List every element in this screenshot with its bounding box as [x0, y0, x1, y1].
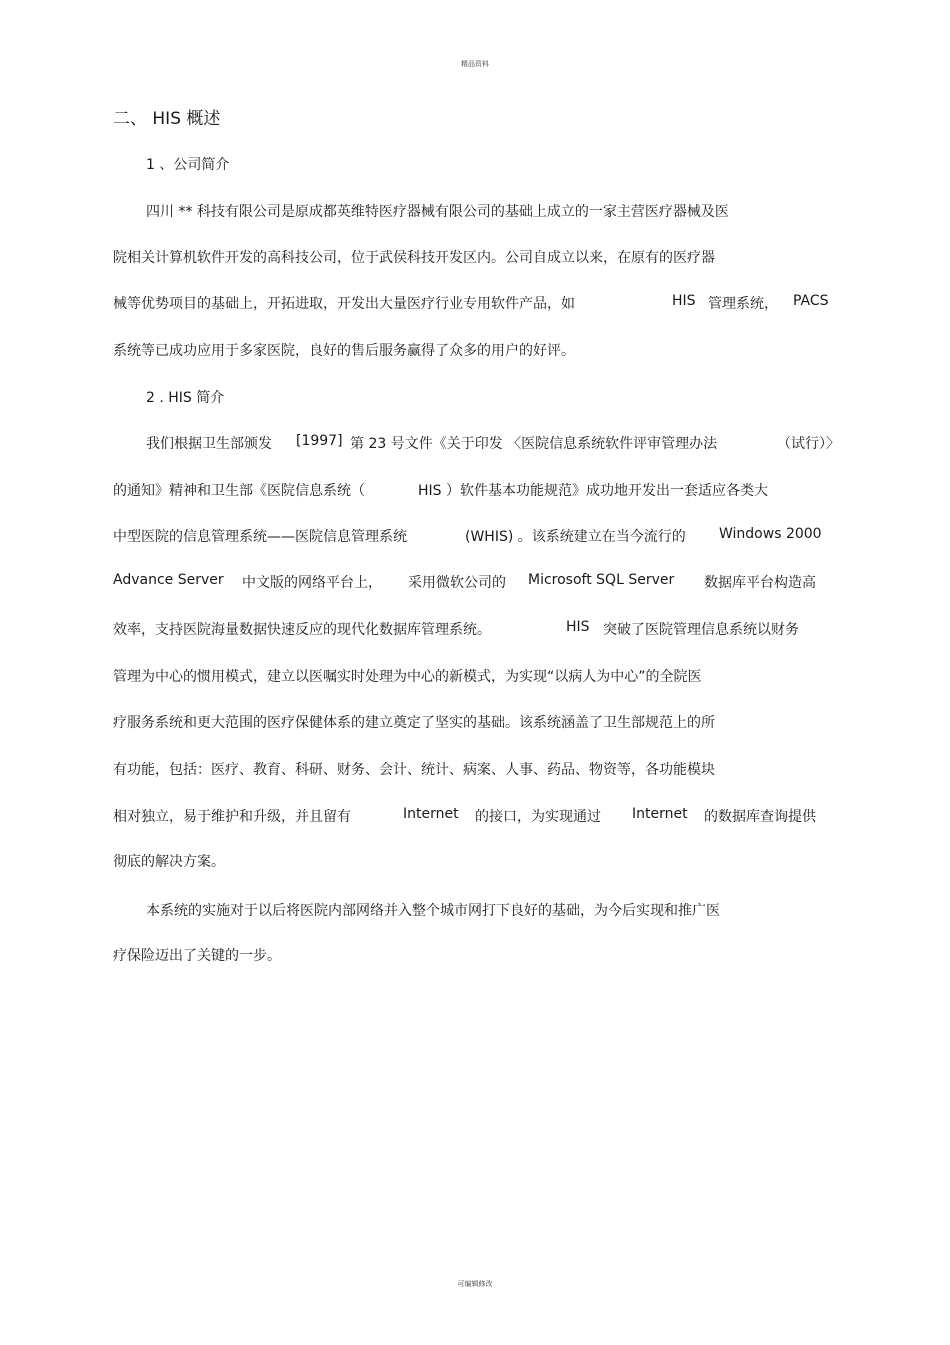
paragraph-segment: Advance Server	[113, 572, 224, 588]
paragraph-segment: PACS	[793, 293, 829, 309]
paragraph-segment: （试行）〉	[777, 436, 840, 452]
paragraph-line: 疗保险迈出了关键的一步。	[113, 948, 281, 964]
paragraph-segment: Windows 2000	[719, 526, 822, 542]
paragraph-segment: HIS ）软件基本功能规范》成功地开发出一套适应各类大	[418, 483, 768, 499]
paragraph-segment: 的数据库查询提供	[704, 809, 816, 825]
paragraph-segment: 效率，支持医院海量数据快速反应的现代化数据库管理系统。	[113, 622, 491, 638]
paragraph-segment: Internet	[632, 806, 688, 822]
page-footer: 可编辑修改	[457, 1280, 493, 1288]
paragraph-segment: HIS	[566, 619, 590, 635]
paragraph-segment: 第 23 号文件《关于印发 〈医院信息系统软件评审管理办法	[350, 436, 718, 452]
page-header: 精品资料	[461, 60, 489, 68]
paragraph-line: 疗服务系统和更大范围的医疗保健体系的建立奠定了坚实的基础。该系统涵盖了卫生部规范上的所	[113, 715, 715, 731]
paragraph-segment: Microsoft SQL Server	[528, 572, 675, 588]
paragraph-segment: 我们根据卫生部颁发	[146, 436, 272, 452]
paragraph-segment: 中型医院的信息管理系统——医院信息管理系统	[113, 529, 407, 545]
paragraph-segment: Internet	[403, 806, 459, 822]
paragraph-segment: 管理系统，	[708, 296, 778, 312]
paragraph-segment: 数据库平台构造高	[704, 575, 816, 591]
paragraph-line: 系统等已成功应用于多家医院，良好的售后服务赢得了众多的用户的好评。	[113, 343, 575, 359]
paragraph-segment: HIS	[672, 293, 696, 309]
paragraph-line: 管理为中心的惯用模式，建立以医嘱实时处理为中心的新模式，为实现“以病人为中心”的全院医	[113, 669, 702, 685]
paragraph-segment: [1997]	[296, 433, 343, 449]
paragraph-segment: 械等优势项目的基础上，开拓进取，开发出大量医疗行业专用软件产品，如	[113, 296, 575, 312]
paragraph-segment: 的接口，为实现通过	[475, 809, 601, 825]
paragraph-line: 有功能，包括：医疗、教育、科研、财务、会计、统计、病案、人事、药品、物资等，各功能模块	[113, 762, 715, 778]
section-heading: 二、 HIS 概述	[113, 109, 221, 129]
paragraph-line: 院相关计算机软件开发的高科技公司，位于武侯科技开发区内。公司自成立以来，在原有的医疗器	[113, 250, 715, 266]
paragraph-segment: 的通知》精神和卫生部《医院信息系统（	[113, 483, 365, 499]
paragraph-segment: 相对独立，易于维护和升级，并且留有	[113, 809, 351, 825]
paragraph-segment: 突破了医院管理信息系统以财务	[603, 622, 799, 638]
subsection-title-his: 2 . HIS 简介	[146, 390, 225, 406]
paragraph-line: 彻底的解决方案。	[113, 854, 225, 870]
paragraph-segment: 中文版的网络平台上，	[242, 575, 382, 591]
paragraph-line: 四川 ** 科技有限公司是原成都英维特医疗器械有限公司的基础上成立的一家主营医疗器械及医	[146, 204, 729, 220]
paragraph-line: 本系统的实施对于以后将医院内部网络并入整个城市网打下良好的基础，为今后实现和推广医	[146, 903, 720, 919]
paragraph-segment: 采用微软公司的	[408, 575, 506, 591]
paragraph-segment: (WHIS) 。该系统建立在当今流行的	[465, 529, 686, 545]
subsection-title-company: 1 、公司简介	[146, 157, 230, 173]
